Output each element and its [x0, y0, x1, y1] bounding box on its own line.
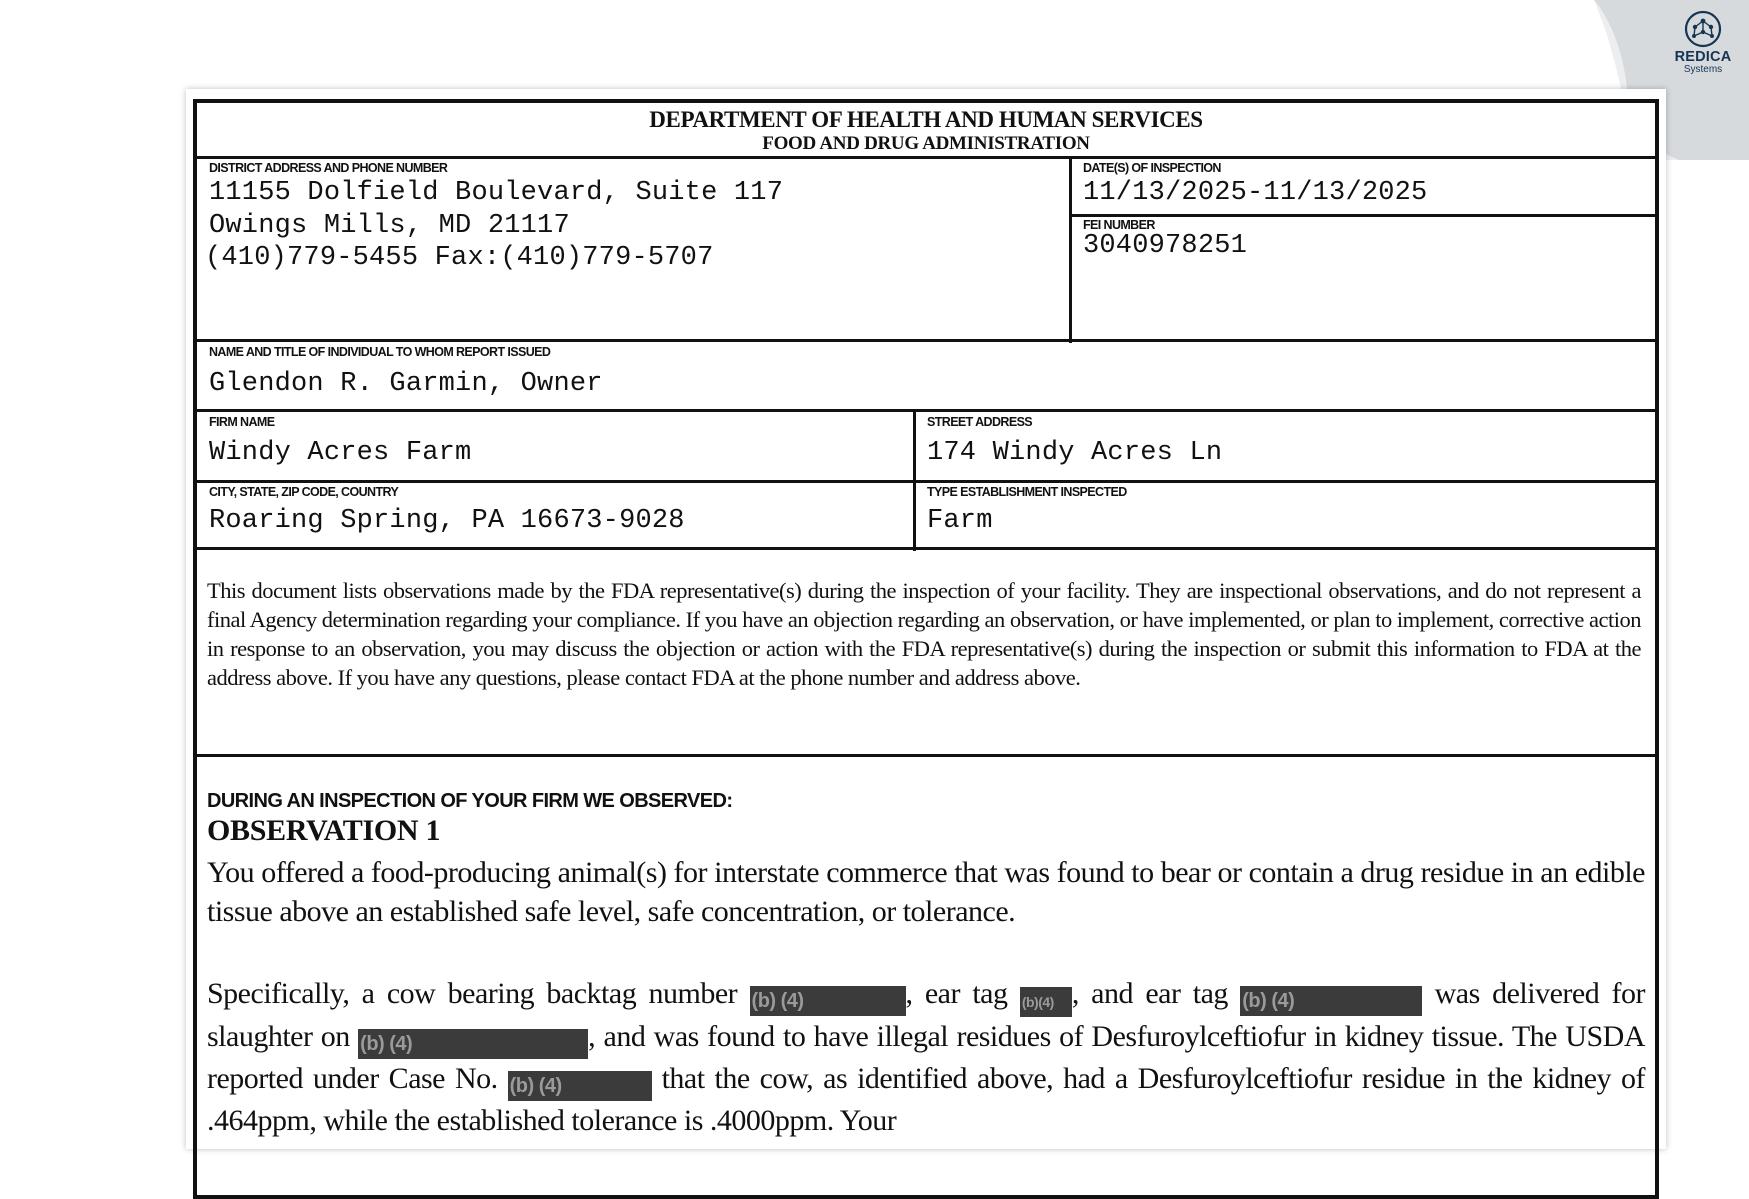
street-address-label: STREET ADDRESS: [927, 415, 1033, 429]
observation-summary: You offered a food-producing animal(s) for interstate commerce that was found to bear or contain a drug residue in an edible tissue above an established safe level, safe concentration, or tolerance.: [207, 856, 1645, 928]
detail-text: was delivered for slaughter on: [207, 977, 1646, 1053]
establishment-type-value: Farm: [927, 506, 993, 536]
city-value: Roaring Spring, PA 16673-9028: [209, 506, 685, 536]
observation-detail: [207, 974, 1645, 1140]
logo-wordmark: REDICA: [1674, 49, 1732, 65]
detail-text: Specifically, a cow bearing backtag number: [207, 977, 738, 1010]
district-address-line2: Owings Mills, MD 21117: [209, 211, 570, 241]
redaction-block: (b) (4): [508, 1071, 652, 1101]
divider: [1069, 156, 1072, 343]
redaction-block: (b) (4): [750, 986, 906, 1016]
redaction-block: (b)(4): [1020, 987, 1072, 1017]
inspection-notice: This document lists observations made by the FDA representative(s) during the inspection of your facility. They are inspectional observations, and do not represent a final Agency determination regarding your compliance. If you have an objection regarding an observation, or have implemented, or plan to implement, corrective action in response to an observation, you may discuss the objection or action with the FDA representative(s) during the inspection or submit this information to FDA at the address above. If you have any questions, please contact FDA at the phone number and address above.: [207, 578, 1641, 690]
inspection-dates-value: 11/13/2025-11/13/2025: [1083, 178, 1428, 208]
redaction-block: (b) (4): [1240, 986, 1422, 1016]
divider: [197, 480, 1655, 483]
divider: [197, 156, 1655, 159]
inspection-dates-label: DATE(S) OF INSPECTION: [1083, 161, 1221, 175]
firm-name-value: Windy Acres Farm: [209, 438, 472, 468]
redaction-block: (b) (4): [358, 1029, 588, 1059]
fda-483-form: [193, 99, 1659, 1199]
firm-name-label: FIRM NAME: [209, 415, 275, 429]
establishment-type-label: TYPE ESTABLISHMENT INSPECTED: [927, 485, 1127, 499]
district-address-line1: 11155 Dolfield Boulevard, Suite 117: [209, 178, 784, 208]
divider: [1071, 214, 1655, 217]
department-title: DEPARTMENT OF HEALTH AND HUMAN SERVICES: [649, 107, 1203, 132]
fei-number-label: FEI NUMBER: [1083, 218, 1155, 232]
detail-text: that the cow, as identified above, had a Desfuroylceftiofur residue in the kidney of .464ppm, while the established tolerance is .4000ppm. Your: [207, 1062, 1646, 1137]
logo-subtitle: Systems: [1683, 64, 1723, 75]
fei-number-value: 3040978251: [1083, 231, 1248, 261]
detail-text: , and was found to have illegal residues of Desfuroylceftiofur in kidney tissue. The USDA reported under Case No.: [207, 1020, 1645, 1095]
detail-text: , and ear tag: [1071, 977, 1228, 1010]
city-label: CITY, STATE, ZIP CODE, COUNTRY: [209, 485, 399, 499]
redica-emblem-icon: [1683, 10, 1723, 48]
divider: [197, 547, 1655, 550]
street-address-value: 174 Windy Acres Ln: [927, 438, 1223, 468]
observation-title: OBSERVATION 1: [207, 814, 441, 847]
divider: [197, 339, 1655, 342]
divider: [197, 409, 1655, 412]
agency-title: FOOD AND DRUG ADMINISTRATION: [762, 133, 1090, 154]
observations-heading: DURING AN INSPECTION OF YOUR FIRM WE OBSERVED:: [207, 790, 733, 812]
individual-value: Glendon R. Garmin, Owner: [209, 369, 603, 399]
divider: [197, 754, 1655, 757]
district-label: DISTRICT ADDRESS AND PHONE NUMBER: [209, 161, 448, 175]
detail-text: , ear tag: [905, 977, 1008, 1010]
district-phone: (410)779-5455 Fax:(410)779-5707: [205, 243, 714, 273]
individual-label: NAME AND TITLE OF INDIVIDUAL TO WHOM REPORT ISSUED: [209, 345, 551, 359]
